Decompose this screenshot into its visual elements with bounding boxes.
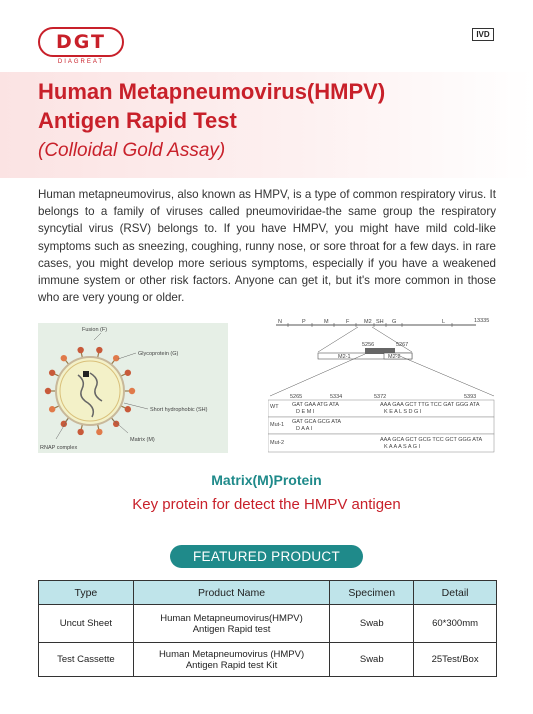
virus-illustration bbox=[38, 323, 228, 453]
spike-head bbox=[77, 429, 83, 435]
product-name-line2: Antigen Rapid test Kit bbox=[185, 659, 278, 671]
box-m22: M2-2 bbox=[388, 354, 401, 360]
gene-label-l: L bbox=[442, 319, 446, 325]
genome-end-number: 13335 bbox=[474, 318, 490, 324]
cell-product-name bbox=[133, 605, 330, 643]
row-wt: WT bbox=[270, 404, 279, 410]
wt-seq-left: GAT GAA ATG ATA bbox=[292, 402, 339, 408]
pos-5334: 5334 bbox=[330, 394, 343, 400]
product-table bbox=[38, 580, 497, 677]
ivd-badge: IVD bbox=[472, 28, 494, 41]
cell-detail: 25Test/Box bbox=[414, 643, 497, 677]
spike-head bbox=[113, 421, 119, 427]
header-type: Type bbox=[39, 581, 134, 605]
featured-product-pill: FEATURED PRODUCT bbox=[170, 545, 363, 568]
spike-head bbox=[45, 388, 51, 394]
pos-5256: 5256 bbox=[362, 342, 375, 348]
cell-detail: 60*300mm bbox=[414, 605, 497, 643]
row-mut1: Mut-1 bbox=[270, 422, 285, 428]
spike-head bbox=[96, 347, 102, 353]
cell-type: Uncut Sheet bbox=[39, 605, 134, 643]
gene-label-g: G bbox=[392, 319, 397, 325]
label-rnap: RNAP complex bbox=[40, 445, 78, 451]
mut2-seq: AAA GCA GCT GCG TCC GCT GGG ATA bbox=[380, 437, 483, 443]
wt-aa-right: K E A L S D G I bbox=[384, 409, 422, 415]
spike-head bbox=[77, 347, 83, 353]
spike-head bbox=[49, 370, 55, 376]
matrix-protein-title: Matrix(M)Protein bbox=[211, 472, 322, 488]
spike-head bbox=[96, 429, 102, 435]
logo-tagline: DIAGREAT bbox=[57, 59, 105, 65]
logo-text: DGT bbox=[56, 31, 106, 53]
pos-5267: 5267 bbox=[396, 342, 409, 348]
gene-label-m: M bbox=[324, 319, 329, 325]
page-subtitle: (Colloidal Gold Assay) bbox=[38, 140, 226, 161]
virus-structure-figure bbox=[38, 323, 228, 453]
product-name-line2: Antigen Rapid test bbox=[192, 623, 271, 635]
gene-label-f: F bbox=[346, 319, 350, 325]
wt-aa-left: D E M I bbox=[296, 409, 315, 415]
brand-logo bbox=[38, 27, 124, 57]
table-row bbox=[39, 643, 497, 677]
mut1-aa: D A A I bbox=[296, 426, 313, 432]
description-paragraph: Human metapneumovirus, also known as HMPV, is a type of common respiratory virus. It belongs to a family of viruses called pneumoviridae-the same group the respiratory syncytial virus (RSV) belongs to. If you have HMPV, you might have mild cold-like symptoms such as sneezing, coughing, runny nose, or sore throat for a few days. in rare cases, you might develop more serious symptoms, especially if you have a weakened immune system or other risk factors. Anyone can get it, but it's more common in those who are very young or older. bbox=[38, 188, 496, 305]
product-name-line1: Human Metapneumovirus(HMPV) bbox=[160, 612, 303, 624]
row-mut2: Mut-2 bbox=[270, 440, 285, 446]
cell-type: Test Cassette bbox=[39, 643, 134, 677]
table-row bbox=[39, 605, 497, 643]
page-title-line2: Antigen Rapid Test bbox=[38, 108, 237, 133]
label-fusion: Fusion (F) bbox=[82, 327, 108, 333]
wt-seq-right: AAA GAA GCT TTG TCC GAT GGG ATA bbox=[380, 402, 480, 408]
header-detail: Detail bbox=[414, 581, 497, 605]
genome-mutation-figure bbox=[268, 316, 496, 456]
label-sh: Short hydrophobic (SH) bbox=[150, 407, 208, 413]
table-header-row bbox=[39, 581, 497, 605]
pos-5265: 5265 bbox=[290, 394, 303, 400]
header-specimen: Specimen bbox=[330, 581, 414, 605]
gene-label-p: P bbox=[302, 319, 306, 325]
label-glycoprotein: Glycoprotein (G) bbox=[138, 351, 179, 357]
pos-5372: 5372 bbox=[374, 394, 387, 400]
product-name-line1: Human Metapneumovirus (HMPV) bbox=[158, 648, 305, 660]
label-matrix: Matrix (M) bbox=[130, 437, 155, 443]
spike-head bbox=[125, 406, 131, 412]
matrix-protein-subtitle: Key protein for detect the HMPV antigen bbox=[132, 496, 401, 513]
header-product-name: Product Name bbox=[133, 581, 330, 605]
spike-head bbox=[129, 388, 135, 394]
genome-diagram bbox=[268, 316, 496, 456]
spike-head bbox=[113, 355, 119, 361]
mut1-seq: GAT GCA GCG ATA bbox=[292, 419, 342, 425]
gene-label-m2: M2 bbox=[364, 319, 372, 325]
box-m21: M2-1 bbox=[338, 354, 351, 360]
spike-head bbox=[61, 355, 67, 361]
mut2-aa: K A A A S A G I bbox=[384, 444, 421, 450]
cell-specimen: Swab bbox=[330, 605, 414, 643]
cell-specimen: Swab bbox=[330, 643, 414, 677]
pos-5393: 5393 bbox=[464, 394, 477, 400]
gene-label-n: N bbox=[278, 319, 282, 325]
spike-head bbox=[49, 406, 55, 412]
page-title-line1: Human Metapneumovirus(HMPV) bbox=[38, 79, 386, 104]
gene-label-sh: SH bbox=[376, 319, 384, 325]
cell-product-name bbox=[133, 643, 330, 677]
spike-head bbox=[125, 370, 131, 376]
